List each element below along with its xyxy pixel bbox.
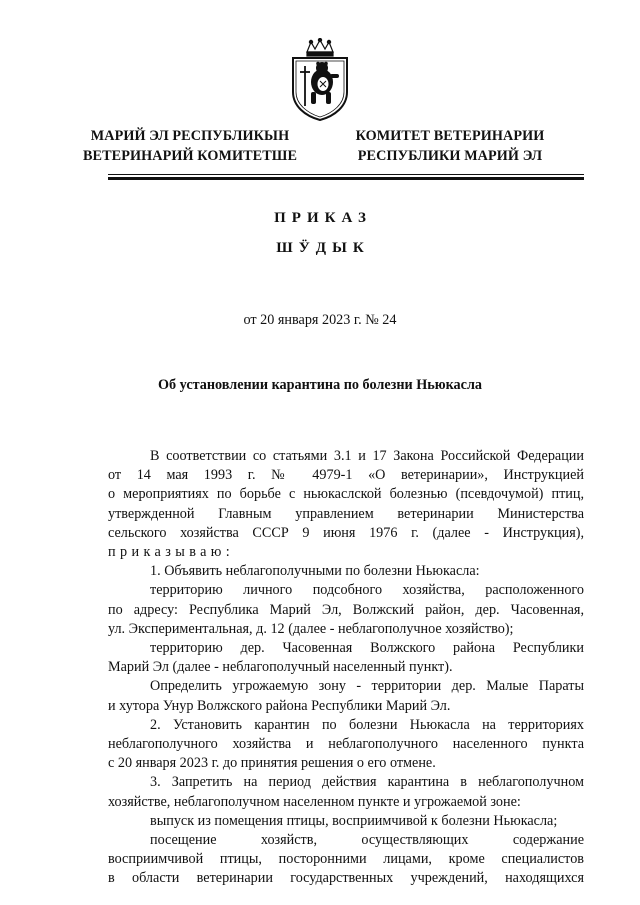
- body-line: сельского хозяйства СССР 9 июня 1976 г. (далее - Инструкция),: [108, 524, 584, 541]
- body-line: от 14 мая 1993 г. № 4979-1 «О ветеринарии», Инструкцией: [108, 467, 584, 484]
- header-divider-thin: [108, 174, 584, 175]
- body-line: неблагополучного хозяйства и неблагополучного населенного пункта: [108, 736, 584, 753]
- body-line: посещение хозяйств, осуществляющих содержание: [150, 832, 584, 849]
- body-line: ул. Экспериментальная, д. 12 (далее - неблагополучное хозяйство);: [108, 620, 514, 637]
- body-line: 2. Установить карантин по болезни Ньюкасла на территориях: [150, 716, 584, 733]
- header-right-line-1: КОМИТЕТ ВЕТЕРИНАРИИ: [355, 128, 545, 144]
- header-left-line-1: МАРИЙ ЭЛ РЕСПУБЛИКЫН: [90, 128, 290, 144]
- body-line: о мероприятиях по борьбе с ньюкаслской болезнью (псевдочумой) птиц,: [108, 486, 584, 503]
- header-right-russian: [330, 126, 570, 166]
- body-line: и хутора Унур Волжского района Республики Марий Эл.: [108, 697, 451, 714]
- body-line: с 20 января 2023 г. до принятия решения о его отмене.: [108, 755, 436, 772]
- body-line: Марий Эл (далее - неблагополучный населенный пункт).: [108, 659, 453, 676]
- header-left-line-2: ВЕТЕРИНАРИЙ КОМИТЕТШЕ: [82, 148, 298, 164]
- document-title-mari: ШӰДЫК: [276, 240, 370, 256]
- body-line: 3. Запретить на период действия карантина в неблагополучном: [150, 774, 584, 791]
- document-header: [70, 126, 570, 170]
- coat-of-arms-icon: [285, 38, 355, 122]
- document-date-number: от 20 января 2023 г. № 24: [243, 312, 397, 328]
- body-line: 1. Объявить неблагополучными по болезни Ньюкасла:: [150, 563, 480, 580]
- document-subject: Об установлении карантина по болезни Ньюкасла: [157, 377, 483, 393]
- document-title-russian: ПРИКАЗ: [274, 210, 372, 226]
- document-body: [108, 447, 584, 889]
- header-left-mari: [70, 126, 310, 166]
- body-line: В соответствии со статьями 3.1 и 17 Закона Российской Федерации: [150, 448, 584, 464]
- body-line: по адресу: Республика Марий Эл, Волжский район, дер. Часовенная,: [108, 601, 584, 618]
- body-line: в области ветеринарии государственных учреждений, находящихся: [108, 870, 584, 887]
- body-line: хозяйстве, неблагополучном населенном пункте и угрожаемой зоне:: [108, 793, 521, 810]
- body-line-order-word: приказываю:: [108, 544, 235, 561]
- body-line: восприимчивой птицы, посторонними лицами, кроме специалистов: [108, 851, 584, 868]
- body-line: утвержденной Главным управлением ветеринарии Министерства: [108, 505, 584, 522]
- body-line: Определить угрожаемую зону - территории дер. Малые Параты: [150, 678, 584, 695]
- body-line: выпуск из помещения птицы, восприимчивой к болезни Ньюкасла;: [150, 812, 558, 829]
- body-line: территорию дер. Часовенная Волжского района Республики: [150, 640, 584, 657]
- body-line: территорию личного подсобного хозяйства, расположенного: [150, 582, 584, 599]
- header-divider-thick: [108, 177, 584, 180]
- header-right-line-2: РЕСПУБЛИКИ МАРИЙ ЭЛ: [357, 148, 543, 164]
